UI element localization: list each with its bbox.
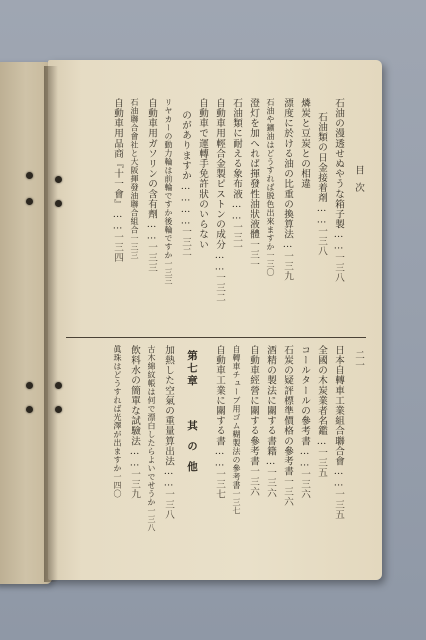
- chapter-title: 其の他: [186, 420, 198, 482]
- toc-entry: 自動車用品商『十一會』……一三四: [112, 98, 123, 263]
- toc-entry: 石油聯合會社と大阪揮發油聯合組合一三三: [130, 98, 139, 260]
- toc-entry: 眞珠はどうすれば光澤が出ますか一四〇: [113, 345, 122, 498]
- toc-entry: 石油類に耐える象布液……一三一: [231, 98, 242, 253]
- toc-entry: 自轉車チューブ用ゴム糊製法の參考書一三七: [232, 345, 241, 515]
- spine-shadow: [44, 66, 58, 582]
- toc-entry: コールタールの參考書……一三六: [299, 345, 310, 500]
- binding-hole: [55, 176, 62, 183]
- toc-entry: 古木綿紋帳は何で漂白したらよいでせうか一三八: [147, 345, 156, 532]
- binding-hole: [26, 172, 33, 179]
- toc-entry: 燐炭と豆炭との相違: [299, 98, 310, 189]
- toc-entry: 漂度に於ける油の比重の換算法…一三九: [282, 98, 293, 282]
- toc-entry: 石炭の疑評標準價格の參考書一三六: [282, 345, 293, 507]
- page-number: 二一: [353, 350, 364, 371]
- section-divider: [66, 337, 366, 338]
- binding-hole: [26, 198, 33, 205]
- binding-hole: [55, 382, 62, 389]
- toc-entry: 加熱した空氣の重量算出法……一三八: [163, 345, 174, 520]
- binding-hole: [26, 382, 33, 389]
- toc-entry: のがありますか…………一三二: [180, 110, 191, 258]
- toc-entry: 酒精の製法に關する書籍…一三六: [265, 345, 276, 498]
- toc-entry: 澄灯を加へれば揮發性油狀液體一三一: [248, 98, 259, 270]
- toc-entry: リヤカーの動力輪は前輪ですか後輪ですか一三三: [164, 98, 173, 285]
- toc-entry: 自動車で運轉手免許狀のいらない: [197, 98, 208, 250]
- toc-entry: 自動車經營に關する參考書一三六: [248, 345, 259, 497]
- binding-hole: [55, 406, 62, 413]
- toc-entry: 飲料水の簡單な試驗法……一三九: [129, 345, 140, 500]
- toc-entry: 自動車用輕合金製ピストンの成分……一三二: [214, 98, 225, 303]
- toc-entry: 自動車工業に關する書……一三七: [214, 345, 225, 500]
- toc-entry: 全國の木炭業者名鑑…一三五: [316, 345, 327, 478]
- running-head: 目次: [353, 165, 364, 201]
- binding-hole: [26, 406, 33, 413]
- toc-entry: 石油の漫透せぬやうな箱子製……一三八: [333, 98, 344, 283]
- toc-entry: 自動車用ガソリンの含有劑……一三三: [146, 98, 157, 273]
- binding-hole: [55, 200, 62, 207]
- toc-entry: 石油類の日金接着剤……一三八: [316, 112, 327, 257]
- chapter-label: 第七章: [186, 350, 198, 388]
- toc-entry: 石油や鑛油はどうすれば脱色出來ますか一三〇: [266, 98, 275, 277]
- toc-entry: 日本自轉車工業組合聯合會……一三五: [333, 345, 344, 520]
